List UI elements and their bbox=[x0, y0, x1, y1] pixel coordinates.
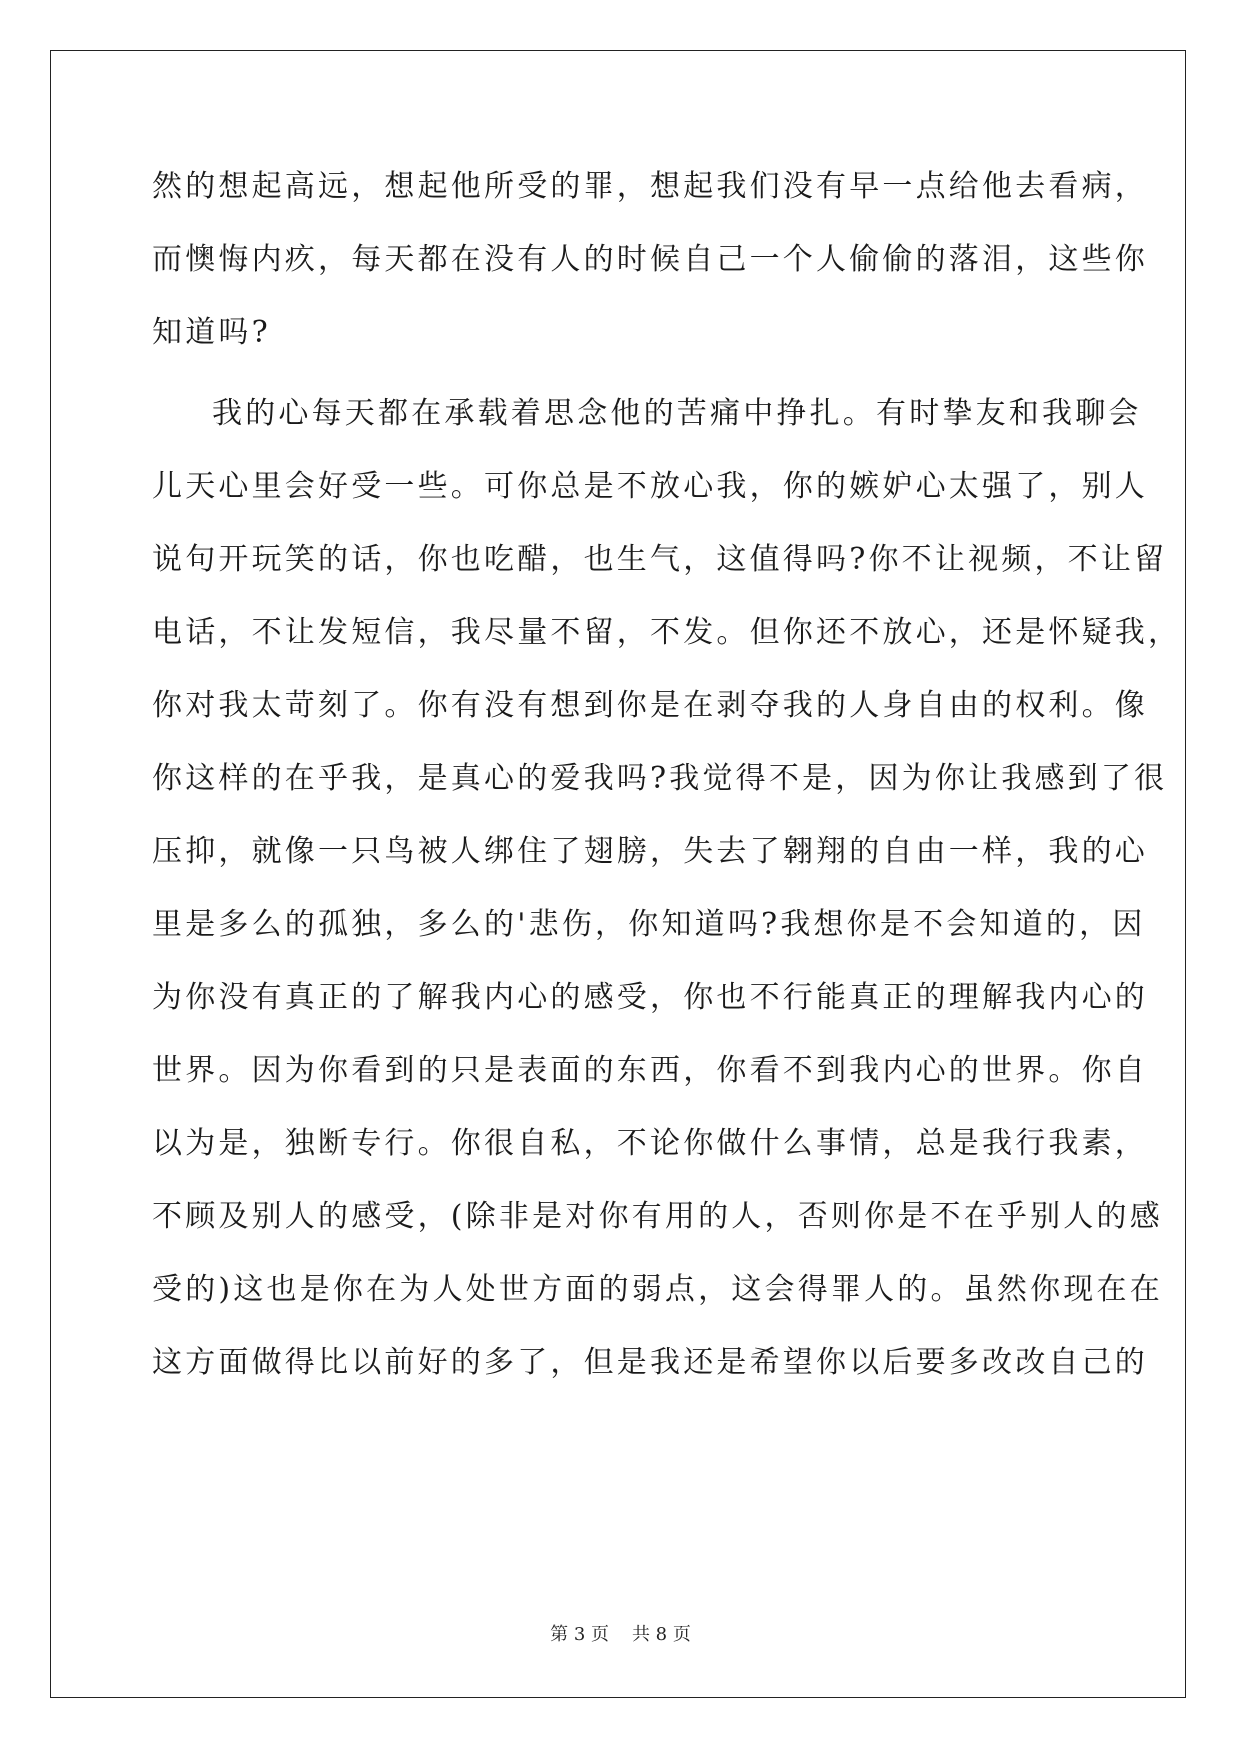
text-line: 不顾及别人的感受，(除非是对你有用的人，否则你是不在乎别人的感 bbox=[152, 1199, 1163, 1234]
text-line: 然的想起高远，想起他所受的罪，想起我们没有早一点给他去看病， bbox=[152, 169, 1148, 204]
text-line: 而懊悔内疚，每天都在没有人的时候自己一个人偷偷的落泪，这些你 bbox=[152, 242, 1148, 277]
page-number-footer: 第 3 页 共 8 页 bbox=[550, 1624, 691, 1645]
text-line: 知道吗? bbox=[152, 315, 271, 350]
text-line: 受的)这也是你在为人处世方面的弱点，这会得罪人的。虽然你现在在 bbox=[152, 1272, 1163, 1307]
text-line: 这方面做得比以前好的多了，但是我还是希望你以后要多改改自己的 bbox=[152, 1345, 1148, 1380]
text-line: 你对我太苛刻了。你有没有想到你是在剥夺我的人身自由的权利。像 bbox=[152, 688, 1148, 723]
text-line: 电话，不让发短信，我尽量不留，不发。但你还不放心，还是怀疑我， bbox=[152, 615, 1182, 650]
text-line: 以为是，独断专行。你很自私，不论你做什么事情，总是我行我素， bbox=[152, 1126, 1148, 1161]
text-line: 为你没有真正的了解我内心的感受，你也不行能真正的理解我内心的 bbox=[152, 980, 1148, 1015]
text-line: 儿天心里会好受一些。可你总是不放心我，你的嫉妒心太强了，别人 bbox=[152, 469, 1148, 504]
paragraph-first-line: 我的心每天都在承载着思念他的苦痛中挣扎。有时挚友和我聊会 bbox=[212, 396, 1142, 431]
text-line: 里是多么的孤独，多么的'悲伤，你知道吗?我想你是不会知道的，因 bbox=[152, 907, 1146, 942]
text-line: 压抑，就像一只鸟被人绑住了翅膀，失去了翱翔的自由一样，我的心 bbox=[152, 834, 1148, 869]
text-line: 说句开玩笑的话，你也吃醋，也生气，这值得吗?你不让视频，不让留 bbox=[152, 542, 1168, 577]
text-line: 世界。因为你看到的只是表面的东西，你看不到我内心的世界。你自 bbox=[152, 1053, 1148, 1088]
text-line: 你这样的在乎我，是真心的爱我吗?我觉得不是，因为你让我感到了很 bbox=[152, 761, 1168, 796]
